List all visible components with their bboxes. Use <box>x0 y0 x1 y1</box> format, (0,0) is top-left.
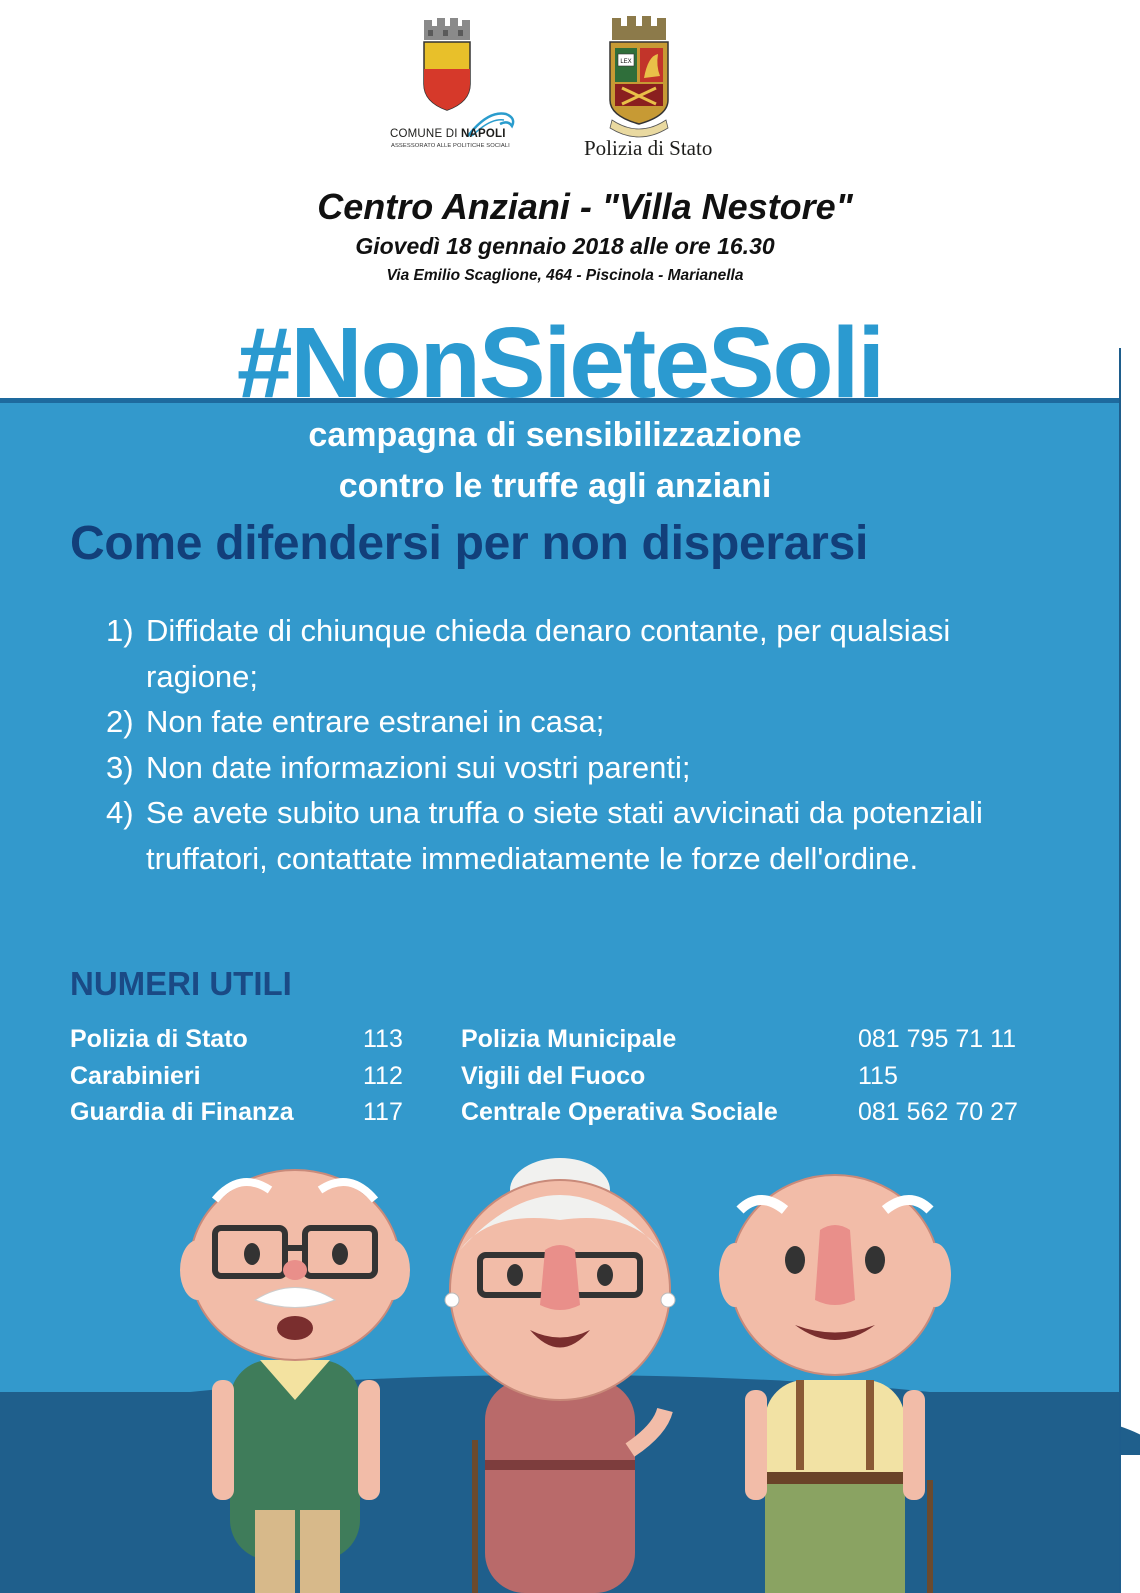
tip-number: 4) <box>106 795 134 830</box>
event-date: Giovedì 18 gennaio 2018 alle ore 16.30 <box>355 233 775 259</box>
event-title: Centro Anziani - "Villa Nestore" <box>317 186 853 227</box>
tip-text: Se avete subito una truffa o siete stati avvicinati da potenziali truffatori, contattate immediatamente le forze dell'ordine. <box>146 795 983 876</box>
campaign-line-1: campagna di sensibilizzazione <box>308 416 802 454</box>
service-name: Carabinieri <box>70 1061 201 1090</box>
service-name: Centrale Operativa Sociale <box>461 1098 778 1126</box>
tip-number: 2) <box>106 704 134 739</box>
polizia-di-stato-name: Polizia di Stato <box>584 136 713 160</box>
elderly-cartoon-illustration <box>160 1150 960 1593</box>
comune-napoli-subtitle: ASSESSORATO ALLE POLITICHE SOCIALI <box>391 143 510 149</box>
service-name: Guardia di Finanza <box>70 1098 294 1126</box>
elderly-man-glasses-figure <box>180 1170 410 1593</box>
comune-napoli-logo <box>388 14 538 164</box>
tip-item <box>106 790 986 881</box>
service-name: Polizia di Stato <box>70 1025 248 1053</box>
tip-item <box>106 699 986 745</box>
tip-number: 1) <box>106 613 134 648</box>
right-edge-line <box>1119 348 1121 1593</box>
campaign-line-2: contro le truffe agli anziani <box>338 467 772 505</box>
comune-napoli-name: COMUNE DI NAPOLI <box>390 128 506 140</box>
phone-number: 113 <box>363 1025 403 1053</box>
phone-number: 081 562 70 27 <box>858 1098 1018 1126</box>
service-name: Vigili del Fuoco <box>461 1061 646 1090</box>
tip-number: 3) <box>106 749 134 785</box>
tip-item <box>106 608 986 699</box>
numeri-utili-title: NUMERI UTILI <box>70 965 292 1002</box>
tip-text: Non date informazioni sui vostri parenti; <box>146 749 691 785</box>
headline: Come difendersi per non disperarsi <box>70 517 868 570</box>
phone-number: 112 <box>363 1061 403 1090</box>
tip-text: Non fate entrare estranei in casa; <box>146 704 605 739</box>
elderly-man-suspenders-figure <box>719 1175 951 1593</box>
tip-item <box>106 745 986 791</box>
service-name: Polizia Municipale <box>461 1025 677 1053</box>
phone-number: 117 <box>363 1098 403 1126</box>
elderly-woman-figure <box>445 1158 675 1593</box>
tips-list <box>106 608 986 881</box>
hashtag-title: #NonSieteSoli <box>236 308 884 400</box>
phone-number: 081 795 71 11 <box>858 1025 1017 1053</box>
phone-number: 115 <box>858 1061 898 1090</box>
logos-header <box>0 8 1140 168</box>
crest-book-text: LEX <box>620 59 632 65</box>
tip-text: Diffidate di chiunque chieda denaro contante, per qualsiasi ragione; <box>146 613 951 694</box>
event-address: Via Emilio Scaglione, 464 - Piscinola - Marianella <box>386 267 744 284</box>
